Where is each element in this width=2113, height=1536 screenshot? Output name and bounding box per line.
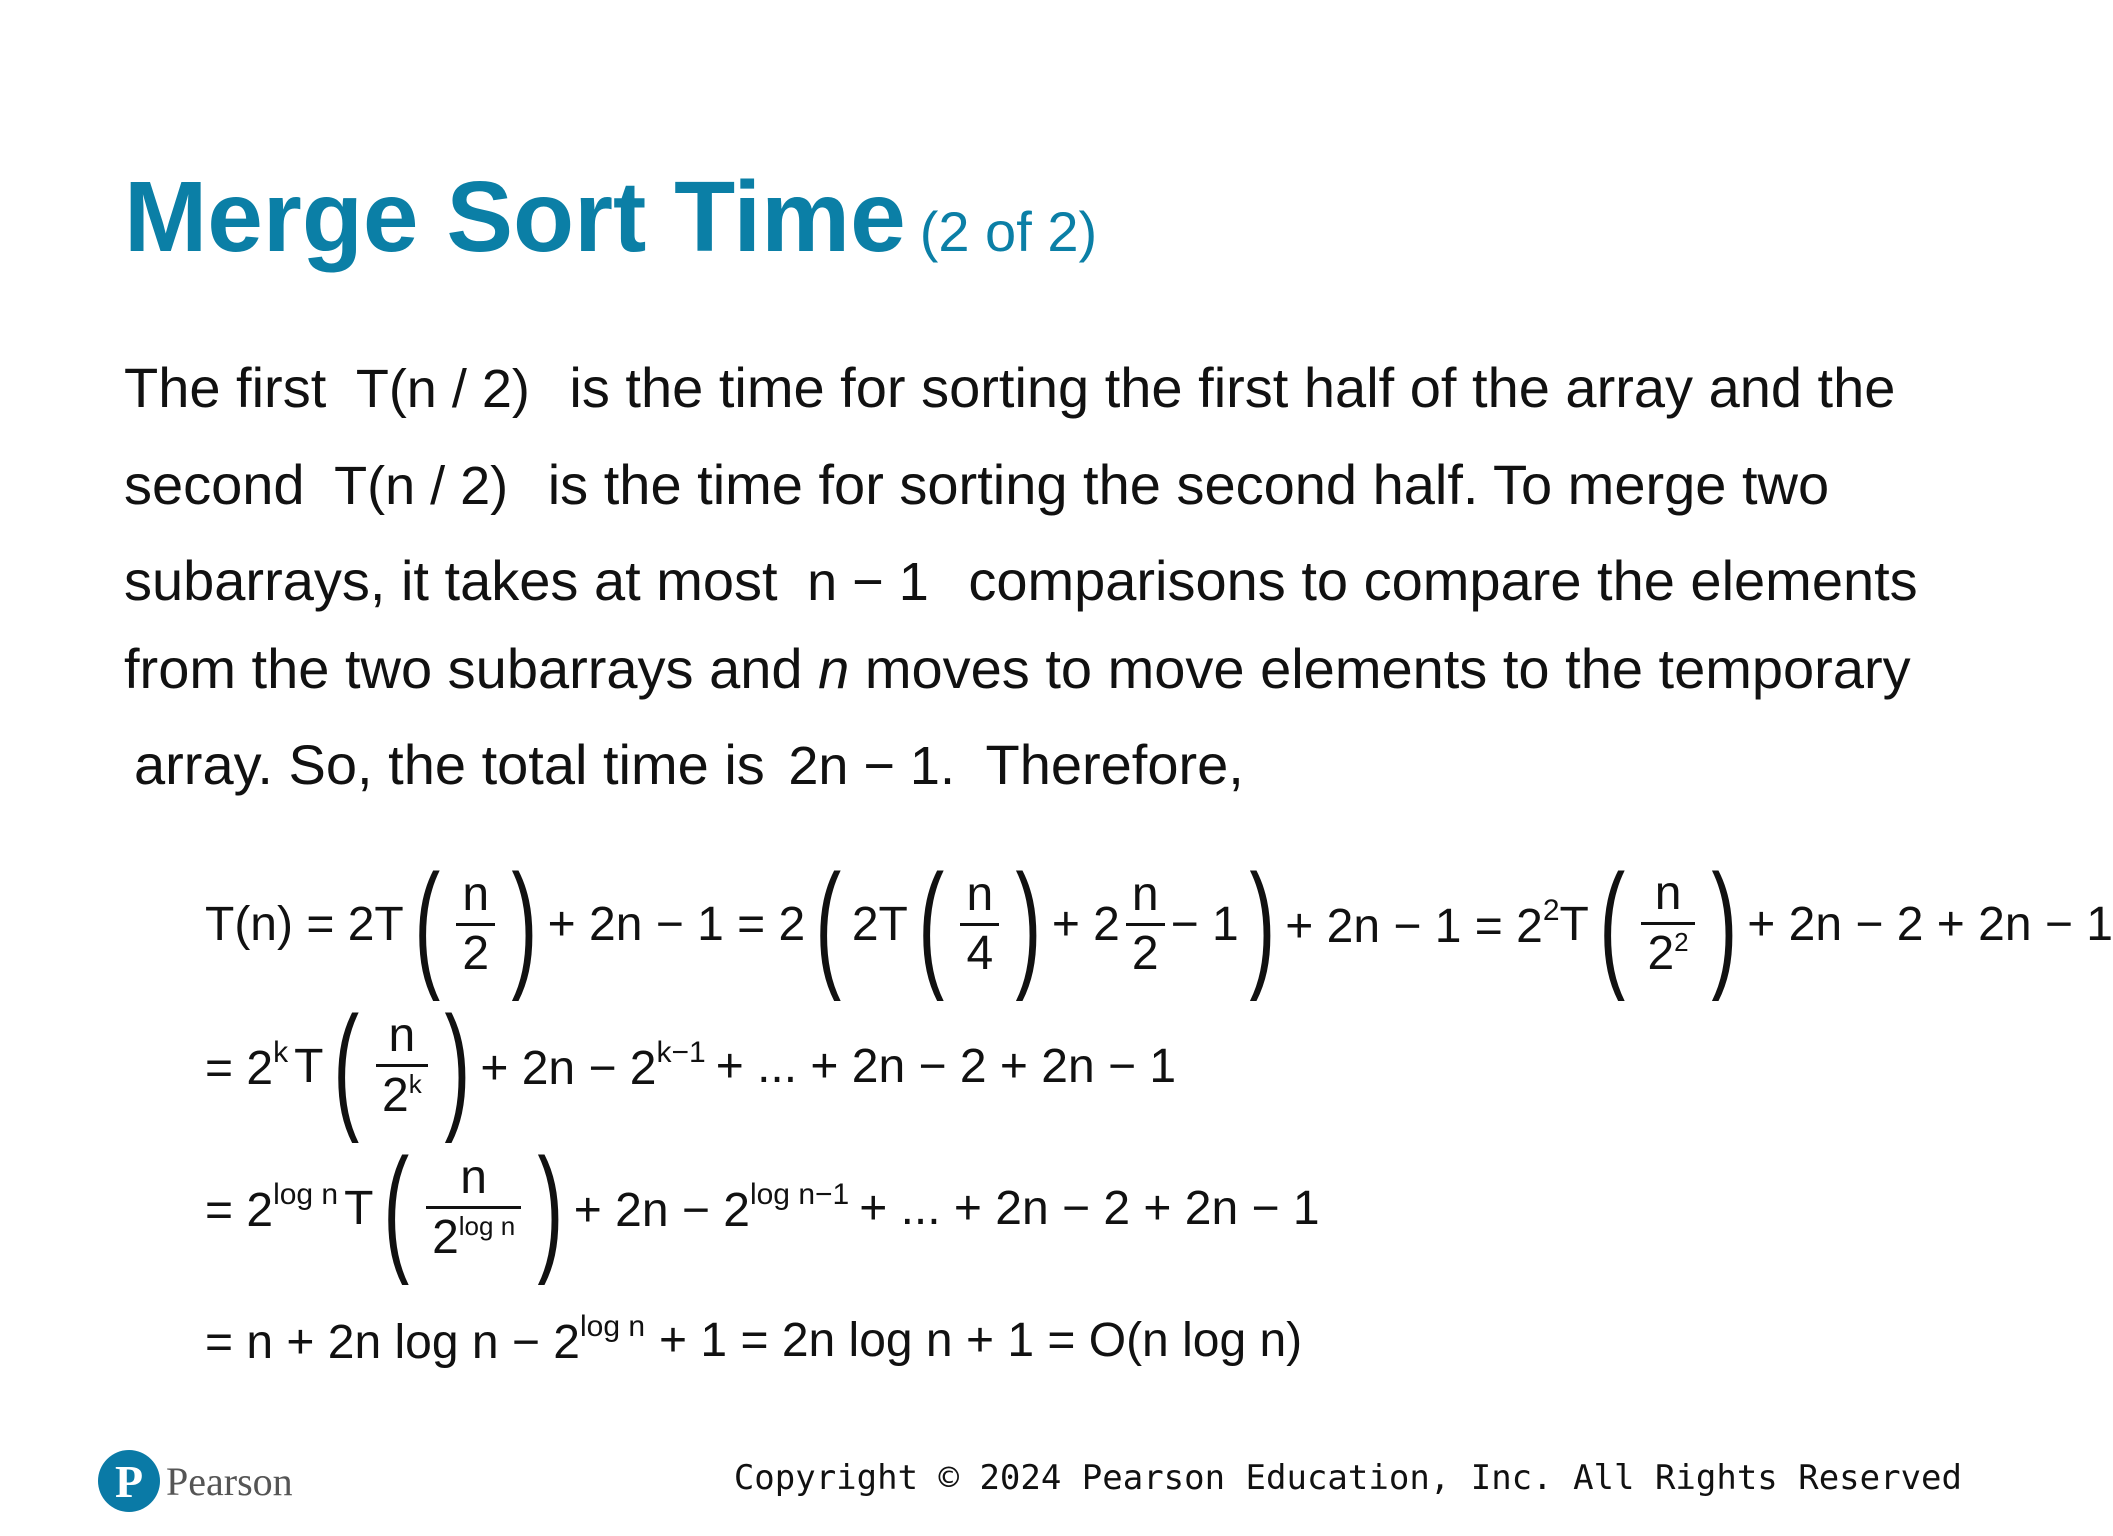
body-text: subarrays, it takes at most [124, 549, 778, 612]
equation-line-4 [205, 1310, 1302, 1370]
body-text: The first [124, 356, 327, 419]
body-text: comparisons to compare the elements [968, 549, 1918, 612]
paren-close: ) [1015, 845, 1042, 1002]
eq-term [205, 1178, 338, 1238]
fraction-denominator: 4 [960, 923, 999, 978]
eq-term-text: + 2n − 1 = 2 [1285, 900, 1543, 953]
eq-term [1285, 894, 1559, 954]
fraction-denominator [426, 1206, 521, 1262]
fraction [456, 867, 495, 980]
paren-open: ( [383, 1129, 410, 1286]
exponent: k−1 [656, 1036, 706, 1069]
fraction-numerator: n [388, 1009, 416, 1062]
exponent: k [273, 1036, 289, 1069]
body-text: is the time for sorting the second half. To merge two [547, 453, 1830, 516]
eq-term: − 1 [1170, 897, 1239, 951]
eq-term: T [294, 1039, 324, 1093]
paren-close: ) [511, 845, 538, 1002]
eq-term: + ... + 2n − 2 + 2n − 1 [715, 1039, 1177, 1093]
eq-term: T [1559, 897, 1589, 951]
math-inline: T(n / 2) [334, 456, 509, 516]
fraction-denominator: 2 [456, 923, 495, 978]
exponent: log n [458, 1211, 516, 1241]
exponent: k [408, 1069, 422, 1099]
paren-close: ) [1249, 845, 1275, 1002]
exponent: log n [579, 1310, 646, 1343]
eq-term: + 2n − 2 + 2n − 1 [1747, 897, 2113, 951]
fraction-numerator: n [966, 867, 994, 921]
denominator-base: 2 [1647, 927, 1675, 980]
exponent: 2 [1674, 927, 1689, 957]
fraction-denominator [376, 1064, 428, 1120]
exponent: 2 [1542, 894, 1560, 927]
eq-term: T [344, 1181, 374, 1235]
fraction [960, 867, 999, 980]
exponent: log n−1 [749, 1178, 850, 1211]
eq-term-text: + 2n − 2 [480, 1042, 657, 1095]
eq-term-text: = 2 [205, 1042, 274, 1095]
eq-term: + 1 = 2n log n + 1 = O(n log n) [659, 1313, 1303, 1367]
paren-close: ) [537, 1129, 564, 1286]
fraction-numerator: n [1654, 867, 1682, 920]
body-line-2 [124, 450, 1829, 521]
denominator-base: 2 [382, 1069, 409, 1122]
body-text: array. So, the total time is [134, 733, 765, 796]
fraction-numerator: n [1131, 867, 1159, 921]
fraction-numerator: n [462, 867, 490, 921]
body-line-3 [124, 546, 1918, 617]
pearson-logo-mark: P [98, 1450, 160, 1512]
fraction-denominator [1641, 922, 1694, 978]
pearson-logo [98, 1450, 293, 1512]
paren-close: ) [1711, 845, 1737, 1002]
body-text: is the time for sorting the first half of the array and the [569, 356, 1896, 419]
fraction [1126, 867, 1165, 980]
math-inline: 2n − 1. [788, 736, 955, 796]
fraction [426, 1151, 521, 1264]
math-inline: n [818, 637, 850, 700]
pearson-logo-word: Pearson [166, 1458, 293, 1504]
body-text: Therefore, [985, 733, 1244, 796]
copyright-notice: Copyright © 2024 Pearson Education, Inc. All Rights Reserved [733, 1458, 1962, 1498]
eq-term [205, 1310, 645, 1370]
body-line-1 [124, 353, 1895, 424]
fraction [1641, 867, 1694, 980]
eq-term [205, 1036, 288, 1096]
slide-title-sub: (2 of 2) [919, 200, 1098, 263]
eq-term [574, 1178, 849, 1238]
eq-term: + 2 [1051, 897, 1120, 951]
math-inline: n − 1 [807, 552, 929, 612]
body-text: moves to move elements to the temporary [864, 637, 1911, 700]
paren-open: ( [333, 987, 360, 1144]
equation-line-2 [205, 987, 1177, 1144]
eq-term [480, 1036, 705, 1096]
paren-open: ( [815, 845, 842, 1002]
denominator-base: 2 [432, 1211, 459, 1264]
paren-open: ( [918, 845, 944, 1002]
fraction-denominator: 2 [1126, 923, 1165, 978]
eq-term: + 2n − 1 = 2 [547, 897, 806, 951]
eq-term: T(n) = 2T [205, 897, 404, 951]
body-line-5 [134, 730, 1244, 801]
eq-term-text: + 2n − 2 [573, 1184, 750, 1237]
paren-open: ( [1599, 845, 1625, 1002]
math-inline: T(n / 2) [355, 359, 530, 419]
body-line-4 [124, 634, 1911, 704]
eq-term-text: = n + 2n log n − 2 [205, 1316, 580, 1369]
body-text: second [124, 453, 305, 516]
equation-line-1 [205, 845, 2113, 1002]
slide-title [124, 160, 1097, 275]
paren-open: ( [414, 845, 440, 1002]
eq-term: + ... + 2n − 2 + 2n − 1 [859, 1181, 1320, 1235]
eq-term: 2T [851, 897, 908, 951]
fraction [376, 1009, 428, 1122]
fraction-numerator: n [460, 1151, 487, 1204]
eq-term-text: = 2 [205, 1184, 274, 1237]
exponent: log n [273, 1178, 339, 1211]
paren-close: ) [444, 987, 470, 1144]
body-text: from the two subarrays and [124, 637, 803, 700]
equation-line-3 [205, 1129, 1320, 1286]
slide-title-main: Merge Sort Time [124, 161, 906, 273]
